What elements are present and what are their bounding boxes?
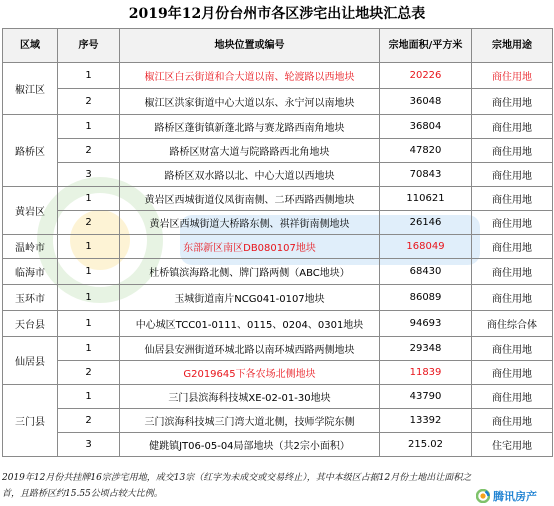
area-cell: 26146 [380, 211, 472, 235]
header-usage: 宗地用途 [472, 29, 553, 63]
location-cell: 健跳镇JT06-05-04局部地块（共2宗小面积） [120, 433, 380, 457]
area-cell: 215.02 [380, 433, 472, 457]
usage-cell: 商住用地 [472, 361, 553, 385]
area-cell: 11839 [380, 361, 472, 385]
header-location: 地块位置或编号 [120, 29, 380, 63]
location-cell: 三门滨海科技城三门湾大道北侧，技师学院东侧 [120, 409, 380, 433]
table-row [3, 211, 553, 235]
area-cell: 168049 [380, 235, 472, 259]
district-cell: 玉环市 [3, 285, 58, 311]
district-cell: 三门县 [3, 385, 58, 457]
area-cell: 13392 [380, 409, 472, 433]
table-row [3, 163, 553, 187]
table-title: 2019年12月份台州市各区涉宅出让地块汇总表 [128, 6, 426, 22]
table-row [3, 433, 553, 457]
logo-text: 腾讯房产 [493, 490, 537, 503]
table-row [3, 89, 553, 115]
usage-cell: 商住用地 [472, 259, 553, 285]
index-cell: 1 [58, 337, 120, 361]
index-cell: 1 [58, 285, 120, 311]
usage-cell: 商住用地 [472, 89, 553, 115]
area-cell: 43790 [380, 385, 472, 409]
location-cell: 路桥区蓬街镇新蓬北路与赛龙路西南角地块 [120, 115, 380, 139]
usage-cell: 商住用地 [472, 115, 553, 139]
table-row [3, 139, 553, 163]
district-cell: 温岭市 [3, 235, 58, 259]
area-cell: 20226 [380, 63, 472, 89]
index-cell: 2 [58, 361, 120, 385]
area-cell: 36048 [380, 89, 472, 115]
usage-cell: 商住用地 [472, 187, 553, 211]
usage-cell: 商住用地 [472, 163, 553, 187]
index-cell: 1 [58, 115, 120, 139]
area-cell: 70843 [380, 163, 472, 187]
index-cell: 2 [58, 211, 120, 235]
table-row [3, 235, 553, 259]
table-row [3, 337, 553, 361]
table-row [3, 409, 553, 433]
land-transfer-table [2, 28, 553, 457]
header-row [3, 29, 553, 63]
area-cell: 110621 [380, 187, 472, 211]
header-district: 区域 [3, 29, 58, 63]
table-row [3, 361, 553, 385]
location-cell: 玉城街道南片NCG041-0107地块 [120, 285, 380, 311]
usage-cell: 商住用地 [472, 409, 553, 433]
district-cell: 天台县 [3, 311, 58, 337]
area-cell: 36804 [380, 115, 472, 139]
area-cell: 47820 [380, 139, 472, 163]
table-row [3, 259, 553, 285]
location-cell: 中心城区TCC01-0111、0115、0204、0301地块 [120, 311, 380, 337]
index-cell: 2 [58, 409, 120, 433]
location-cell: 路桥区财富大道与院路路西北角地块 [120, 139, 380, 163]
district-cell: 黄岩区 [3, 187, 58, 235]
index-cell: 2 [58, 139, 120, 163]
index-cell: 2 [58, 89, 120, 115]
index-cell: 3 [58, 163, 120, 187]
district-cell: 路桥区 [3, 115, 58, 187]
district-cell: 临海市 [3, 259, 58, 285]
usage-cell: 商住用地 [472, 337, 553, 361]
usage-cell: 商住用地 [472, 211, 553, 235]
location-cell: 东部新区南区DB080107地块 [120, 235, 380, 259]
index-cell: 1 [58, 385, 120, 409]
location-cell: 椒江区白云街道和合大道以南、轮渡路以西地块 [120, 63, 380, 89]
index-cell: 1 [58, 235, 120, 259]
usage-cell: 商住用地 [472, 285, 553, 311]
footnote: 2019年12月份共挂牌16宗涉宅用地，成交13宗（红字为未成交或交易终止），其中本级区占据12月份土地出让面积之首，且路桥区约15.55公顷占较大比例。 [2, 473, 472, 499]
location-cell: 杜桥镇滨海路北侧、牌门路两侧（ABC地块） [120, 259, 380, 285]
index-cell: 1 [58, 311, 120, 337]
location-cell: 黄岩区西城街道仪凤街南侧、二环西路西侧地块 [120, 187, 380, 211]
table-row [3, 63, 553, 89]
district-cell: 椒江区 [3, 63, 58, 115]
usage-cell: 商住用地 [472, 139, 553, 163]
location-cell: 仙居县安洲街道环城北路以南环城西路两侧地块 [120, 337, 380, 361]
table-row [3, 311, 553, 337]
header-area: 宗地面积/平方米 [380, 29, 472, 63]
table-row [3, 187, 553, 211]
location-cell: G2019645下各农场北侧地块 [120, 361, 380, 385]
index-cell: 3 [58, 433, 120, 457]
district-cell: 仙居县 [3, 337, 58, 385]
tencent-house-logo[interactable] [476, 488, 537, 504]
index-cell: 1 [58, 187, 120, 211]
table-row [3, 115, 553, 139]
usage-cell: 商住用地 [472, 385, 553, 409]
location-cell: 椒江区洪家街道中心大道以东、永宁河以南地块 [120, 89, 380, 115]
table-row [3, 385, 553, 409]
area-cell: 29348 [380, 337, 472, 361]
tencent-house-logo-icon [476, 489, 490, 503]
area-cell: 94693 [380, 311, 472, 337]
index-cell: 1 [58, 63, 120, 89]
table-row [3, 285, 553, 311]
location-cell: 路桥区双水路以北、中心大道以西地块 [120, 163, 380, 187]
usage-cell: 商住综合体 [472, 311, 553, 337]
usage-cell: 住宅用地 [472, 433, 553, 457]
area-cell: 86089 [380, 285, 472, 311]
index-cell: 1 [58, 259, 120, 285]
usage-cell: 商住用地 [472, 63, 553, 89]
header-index: 序号 [58, 29, 120, 63]
location-cell: 三门县滨海科技城XE-02-01-30地块 [120, 385, 380, 409]
usage-cell: 商住用地 [472, 235, 553, 259]
location-cell: 黄岩区西城街道大桥路东侧、祺祥街南侧地块 [120, 211, 380, 235]
area-cell: 68430 [380, 259, 472, 285]
